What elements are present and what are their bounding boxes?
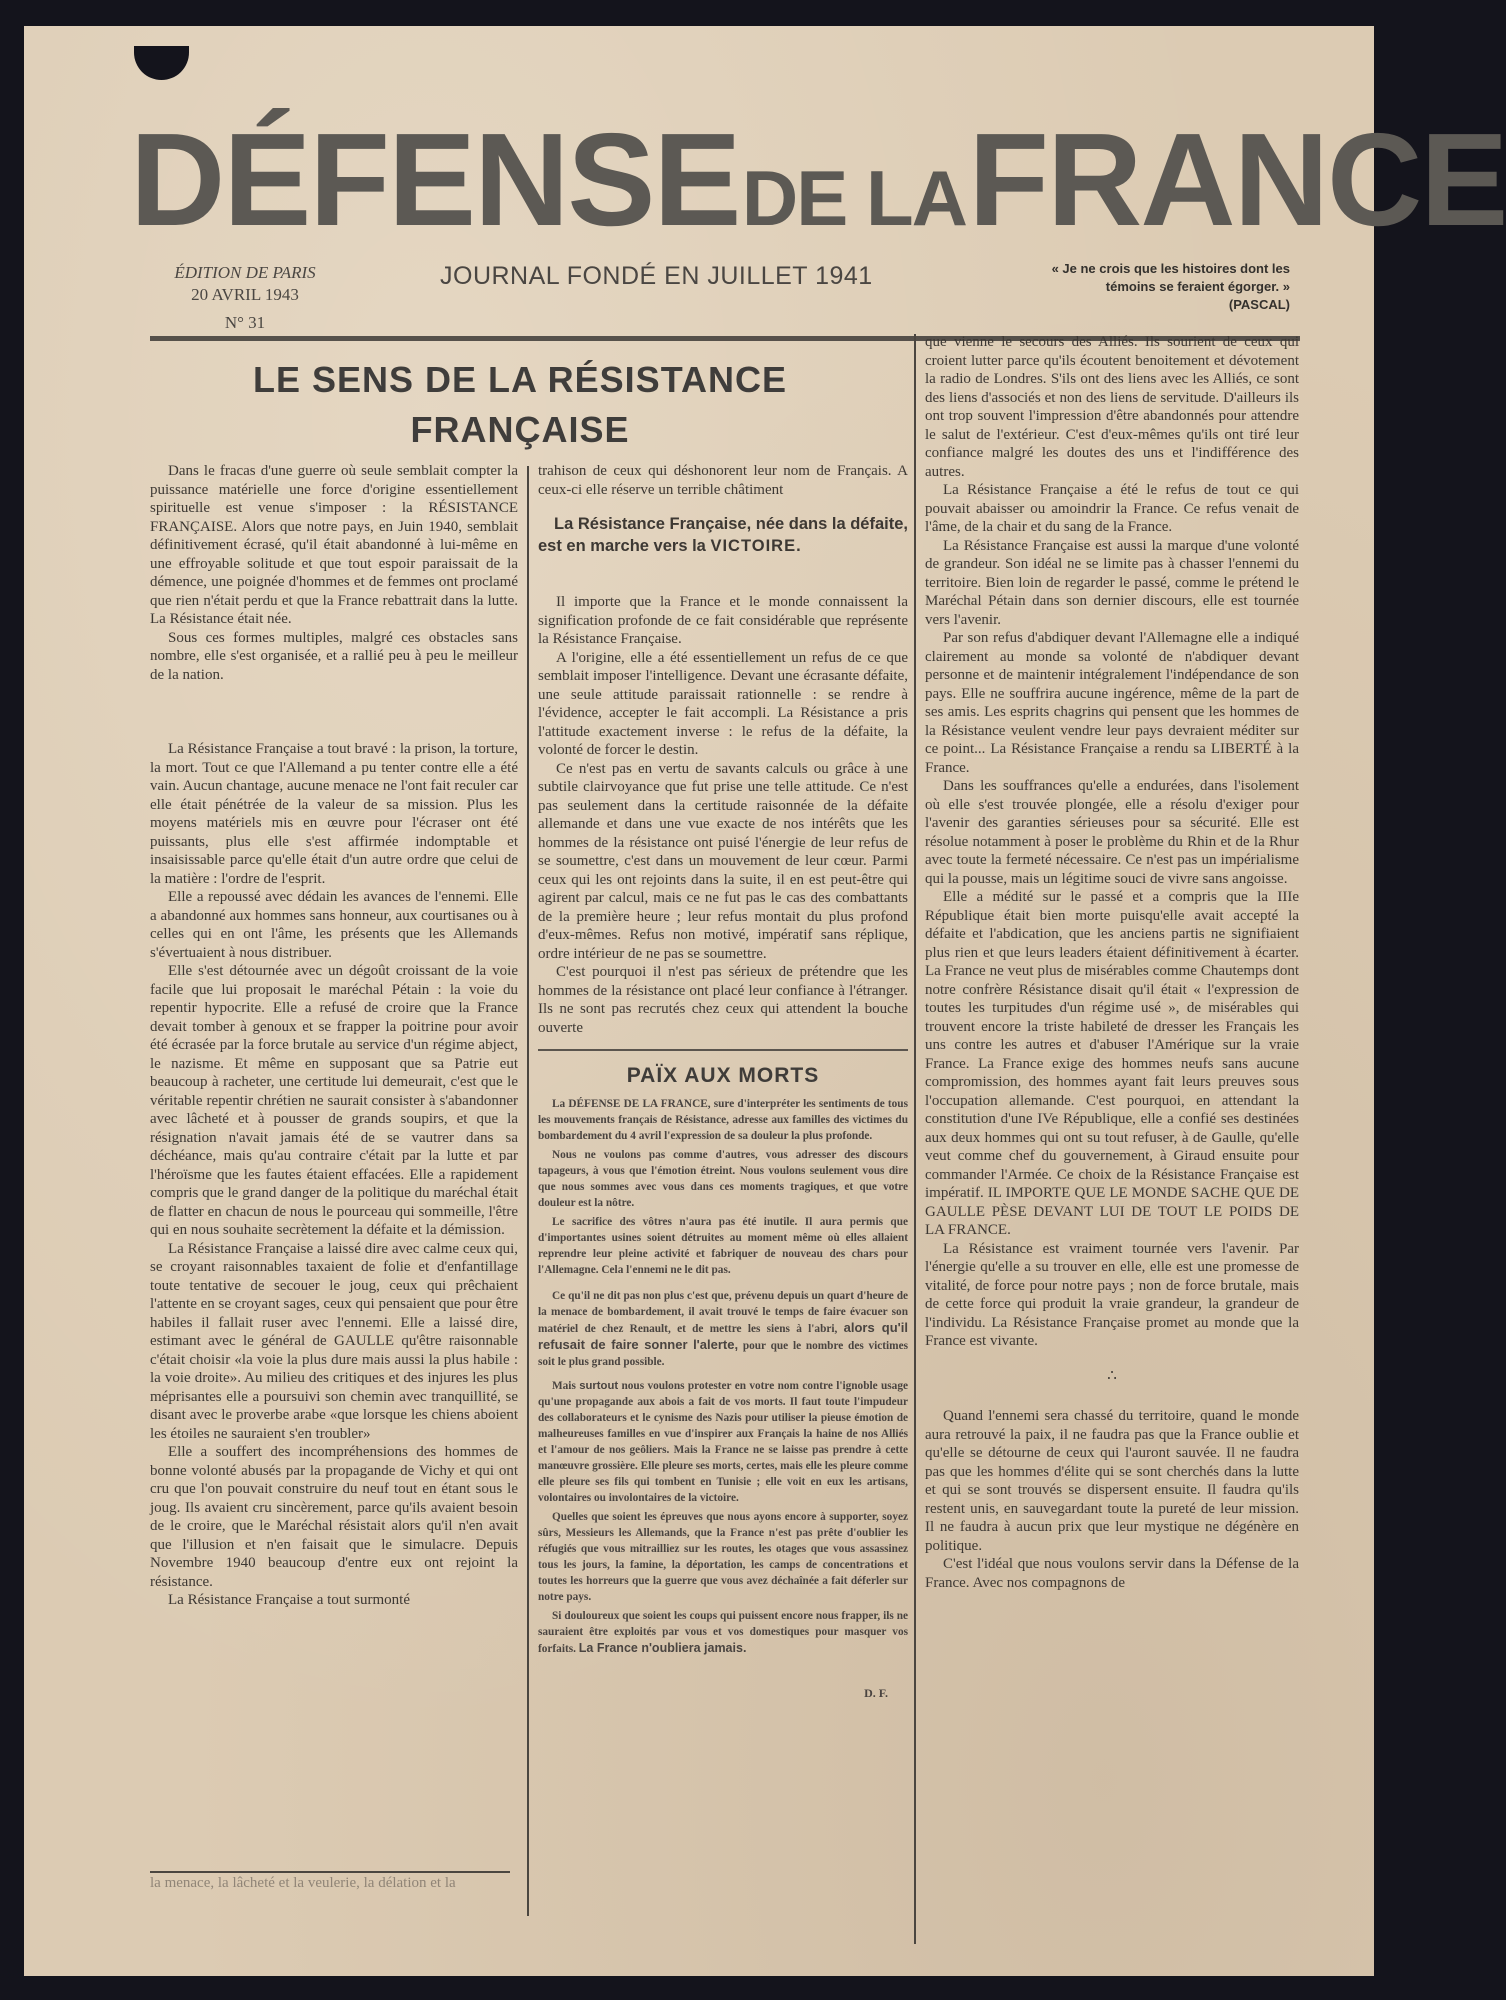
paragraph: La DÉFENSE DE LA FRANCE, sure d'interpréter les sentiments de tous les mouvements français de Résistance, adresse aux familles des victimes du bombardement du 4 avril l'expression de sa douleur la plus profonde.	[538, 1097, 908, 1142]
headline-line-2: FRANÇAISE	[410, 409, 630, 450]
edition-date: 20 AVRIL 1943	[191, 285, 299, 304]
column-divider-2	[914, 334, 916, 1944]
article-column-2	[538, 462, 908, 1701]
paragraph: Ce n'est pas en vertu de savants calculs ou grâce à une subtile clairvoyance que fut prise une telle attitude. Ce n'est pas seulement dans la certitude raisonnée de la défaite allemande et dans une vue exacte de nos intérêts que les hommes de la résistance ont puisé l'énergie de leur refus de se soumettre, c'est dans un mouvement de leur cœur. Parmi ceux qui les ont rejoints dans la suite, il en est peut-être qui agirent par calcul, mais ce ne fut pas le cas des combattants de la première heure ; leur refus montait du plus profond d'eux-mêmes. Refus non motivé, impératif sans réplique, ordre intérieur de ne pas se soumettre.	[538, 760, 908, 962]
column-1-bottom-rule	[150, 1871, 510, 1873]
masthead-france: FRANCE	[968, 106, 1506, 253]
issue-number: N° 31	[224, 313, 266, 332]
torn-corner	[134, 46, 189, 80]
paragraph: trahison de ceux qui déshonorent leur nom de Français. A ceux-ci elle réserve un terrible châtiment	[538, 463, 908, 498]
paragraph: Sous ces formes multiples, malgré ces obstacles sans nombre, elle s'est organisée, et a rallié peu à peu le meilleur de la nation.	[150, 629, 518, 683]
paragraph: Quelles que soient les épreuves que nous ayons encore à supporter, soyez sûrs, Messieurs les Allemands, que la France n'est pas prête d'oublier les réfugiés que vous mitrailliez sur les routes, les otages que vous assassinez tous les jours, la famine, la déportation, les camps de concentrations et toutes les horreurs que la guerre que vous avez déchaînée a fait déferler sur notre pays.	[538, 1510, 908, 1603]
paragraph: Par son refus d'abdiquer devant l'Allemagne elle a indiqué clairement au monde sa volonté de n'abdiquer devant personne et de maintenir intégralement l'indépendance de son pays. Elle ne souffrira aucune ingérence, même de la part de ses amis. Les esprits chagrins qui pensent que les hommes de la Résistance veulent vendre leur pays devraient méditer sur ce point... La Résistance Française a rendu sa LIBERTÉ à la France.	[925, 630, 1299, 776]
paragraph: que vienne le secours des Alliés. Ils sourient de ceux qui croient lutter parce qu'ils écoutent benoitement et dévotement la radio de Londres. S'ils ont des liens avec les Alliés, ce sont des liens d'associés et non des liens de servitude. D'ailleurs ils ont trop souvent l'impression d'être abandonnés pour attendre le salut de l'extérieur. C'est d'eux-mêmes qu'ils ont tiré leur confiance malgré les doutes des uns et l'indifférence des autres.	[925, 334, 1299, 480]
article-column-3	[925, 333, 1299, 1592]
edition-label: ÉDITION DE PARIS	[174, 263, 316, 282]
epigraph	[1005, 260, 1290, 314]
paix-aux-morts-headline: PAÏX AUX MORTS	[626, 1064, 820, 1087]
paragraph: Elle a médité sur le passé et a compris que la IIIe République était bien morte puisqu'elle avait accepté la défaite et l'abdication, que les anciens partis ne signifiaient plus rien et que leurs leaders étaient définitivement à écarter. La France ne veut plus de misérables comme Chautemps dont notre confrère Résistance disait qu'il était « l'expression de toutes les turpitudes d'un régime usé », de misérables qui trouvent encore la triste habileté de dresser les Français les uns contre les autres et d'abuser l'Amérique sur la vraie France. La France exige des hommes neufs sans aucune compromission, des hommes ayant fait leurs preuves sous l'occupation allemande. C'est pourquoi, en attendant la constitution d'une IVe République, elle a confié ses destinées aux deux hommes qui ont su tout refuser, à de Gaulle, qu'elle veut comme chef du gouvernement, à Giraud ensuite pour commander l'Armée. Ce choix de la Résistance Française est impératif. IL IMPORTE QUE LE MONDE SACHE QUE DE GAULLE PÈSE DEVANT LUI DE TOUT LE POIDS DE LA FRANCE.	[925, 889, 1299, 1238]
paragraph: C'est pourquoi il n'est pas sérieux de prétendre que les hommes de la résistance ont placé leur confiance à l'étranger. Ils ne sont pas recrutés chez ceux qui attendent la bouche ouverte	[538, 964, 908, 1036]
edition-info	[145, 262, 345, 334]
masthead-de-la: DE LA	[741, 154, 966, 242]
asterism-separator: ∴	[1107, 1367, 1117, 1384]
paragraph: La Résistance Française a laissé dire avec calme ceux qui, se croyant raisonnables taxaient de folie et d'enfantillage toute tentative de secouer le joug, ceux qui prêchaient l'attente en se croyant sages, ceux qui pensaient que pour être habiles il fallait ruser avec l'ennemi. Elle a laissé dire, estimant avec le général de GAULLE qu'être raisonnable c'était choisir «la voie la plus dure mais aussi la plus habile : la voie droite». Au milieu des critiques et des injures les plus méprisantes elle a poursuivi son chemin avec tranquillité, se disant avec le proverbe arabe «que lorsque les chiens aboient les étoiles ne sauraient s'en troubler»	[150, 1240, 518, 1442]
headline-line-1: LE SENS DE LA RÉSISTANCE	[252, 359, 788, 400]
paix-aux-morts-body	[538, 1096, 908, 1701]
masthead-defense: DÉFENSE	[130, 106, 740, 253]
text: nous voulons protester en votre nom contre l'ignoble usage qu'une propagande aux abois a fait de vos morts. Il faut toute l'impudeur des collaborateurs et le cynisme des Nazis pour utiliser la pieuse émotion de malheureuses familles en vue d'inspirer aux Français la haine de nos Alliés et l'amour de nos geôliers. Mais la France ne se laisse pas prendre à cette manœuvre grossière. Elle pleure ses morts, certes, mais elle les pleure comme elle pleure ses fils qui tombent en Tunisie ; elle voit en eux les artisans, volontaires ou involontaires de la victoire.	[538, 1379, 908, 1504]
callout-text: La Résistance Française, née dans la défaite, est en marche vers la	[538, 515, 908, 555]
epigraph-author: (PASCAL)	[1228, 297, 1290, 312]
paragraph: Elle s'est détournée avec un dégoût croissant de la voie facile que lui proposait le maréchal Pétain : la voie du repentir hypocrite. Elle a refusé de croire que la France devait tomber à genoux et se frapper la poitrine pour avoir été écrasée par la force brutale au service d'un régime abject, le nazisme. Et même en supposant que sa Patrie eut beaucoup à racheter, une certitude lui demeurait, c'est que le véritable repentir chrétien ne saurait consister à s'abandonner avec lâcheté et à pousser de grands soupirs, et que la résignation n'avait jamais été de se vautrer dans sa déchéance, mais qu'au contraire c'était par la lutte et par l'héroïsme que les fautes étaient effacées. Elle a rapidement compris que le grand danger de la politique du maréchal était de flatter en chacun de nous le pourceau qui sommeille, l'être qui en nous souhaite secrètement la défaite et la démission.	[150, 963, 518, 1238]
paragraph: Dans le fracas d'une guerre où seule semblait compter la puissance matérielle une force d'origine essentiellement spirituelle est venue s'imposer : la RÉSISTANCE FRANÇAISE. Alors que notre pays, en Juin 1940, semblait définitivement écrasé, qu'il était abandonné à lui-même en une effroyable solitude et que tout espoir paraissait de la démence, une poignée d'hommes et de femmes ont proclamé que rien n'était perdu et que la France rebattrait dans la lutte. La Résistance était née.	[150, 463, 518, 627]
paragraph: La Résistance Française a été le refus de tout ce qui pouvait abaisser ou amoindrir la France. Ce refus venait de l'âme, de la chair et du sang de la France.	[925, 482, 1299, 535]
callout-emphasis: VICTOIRE.	[710, 537, 802, 555]
main-headline	[150, 355, 890, 455]
masthead-title	[130, 106, 1506, 253]
paragraph: La Résistance Française a tout surmonté	[168, 1592, 411, 1608]
founded-tagline: JOURNAL FONDÉ EN JUILLET 1941	[440, 262, 873, 290]
paragraph: La Résistance Française a tout bravé : la prison, la torture, la mort. Tout ce que l'Allemand a pu tenter contre elle a été vain. Aucun chantage, aucune menace ne l'ont fait reculer car elle était pénétrée de la valeur de sa mission. Plus les moyens matériels mis en œuvre pour l'écraser ont été puissants, plus elle s'est affirmée indomptable et insaisissable parce qu'elle était d'un autre ordre que celui de la matière : l'ordre de l'esprit.	[150, 741, 518, 887]
emphasis: La France n'oubliera jamais.	[578, 1640, 747, 1655]
paragraph: Elle a souffert des incompréhensions des hommes de bonne volonté abusés par la propagande de Vichy et qui ont cru que l'on pouvait construire du neuf tout en étant sous le joug. Ils avaient cru sincèrement, parce qu'ils avaient besoin de le croire, que le Maréchal résistait alors qu'il n'en avait que l'illusion et n'en faisait que le simulacre. Depuis Novembre 1940 beaucoup d'entre eux ont rejoint la résistance.	[150, 1444, 518, 1590]
article-column-1	[150, 462, 518, 1610]
paragraph: La Résistance est vraiment tournée vers l'avenir. Par l'énergie qu'elle a su trouver en elle, elle est une promesse de vitalité, de force pour notre pays ; non de force brutale, mais de cette force qui produit la vraie grandeur, la grandeur de l'individu. La Résistance Française promet au monde que la France est vivante.	[925, 1240, 1299, 1349]
paragraph: La Résistance Française est aussi la marque d'une volonté de grandeur. Son idéal ne se limite pas à chasser l'ennemi du territoire. Bien loin de regarder le passé, comme le prétend le Maréchal Pétain dans son dernier discours, elle est tournée vers l'avenir.	[925, 537, 1299, 628]
text: pour que le nombre des victimes soit le plus grand possible.	[538, 1339, 909, 1368]
paragraph: Quand l'ennemi sera chassé du territoire, quand le monde aura retrouvé la paix, il ne faudra pas que la France oublie et qu'elle se détourne de ceux qui l'auront sauvée. Il ne faudra pas que les hommes d'élite qui se sont cherchés dans la lutte et qui se sont trouvés se dispersent ensuite. Il faudra qu'ils restent unis, en sauvegardant toute la pureté de leur mission. Il ne faudra à aucun prix que leur mystique ne dégénère en politique.	[925, 1408, 1299, 1554]
paragraph: A l'origine, elle a été essentiellement un refus de ce que semblait imposer l'intelligence. Devant une écrasante défaite, une seule attitude paraissait rationnelle : se rendre à l'évidence, accepter le fait accompli. La Résistance a pris l'attitude exactement inverse : le refus de la défaite, la volonté de forcer le destin.	[538, 649, 908, 758]
paragraph: Dans les souffrances qu'elle a endurées, dans l'isolement où elle s'est trouvée plongée, elle a résolu d'exiger pour l'avenir des garanties sérieuses pour sa sécurité. Elle est résolue notamment à poser le problème du Rhin et de la Rhur avec toute la fermeté nécessaire. Ce n'est pas un impérialisme qui la pousse, mais un légitime souci de vivre sans angoisse.	[925, 778, 1299, 887]
signature: D. F.	[864, 1685, 888, 1700]
callout-victoire	[538, 513, 908, 557]
paragraph: Nous ne voulons pas comme d'autres, vous adresser des discours tapageurs, à vous que l'émotion étreint. Nous voulons seulement vous dire que nous sommes avec vous dans ces moments tragiques, et que votre douleur est la nôtre.	[538, 1148, 908, 1209]
paragraph	[538, 1608, 908, 1657]
epigraph-text: « Je ne crois que les histoires dont les témoins se feraient égorger. »	[1051, 261, 1290, 294]
text: Si douloureux que soient les coups qui puissent encore nous frapper, ils ne sauraient être exploités par vous et vos domestiques pour masquer vos forfaits.	[538, 1609, 908, 1655]
emphasis: surtout	[579, 1379, 619, 1392]
section-divider	[538, 1049, 908, 1051]
paragraph: Elle a repoussé avec dédain les avances de l'ennemi. Elle a abandonné aux hommes sans honneur, aux courtisanes ou à celles qui en ont l'âme, les présents que les Allemands s'évertuaient à nous distribuer.	[150, 889, 518, 961]
emphasis: alors qu'il refusait de faire sonner l'alerte,	[538, 1319, 908, 1352]
paragraph	[538, 1288, 908, 1370]
column-divider-1	[527, 466, 529, 1916]
text: Mais	[552, 1379, 576, 1392]
paragraph: Il importe que la France et le monde connaissent la signification profonde de ce fait considérable que représente la Résistance Française.	[538, 594, 908, 647]
paragraph: C'est l'idéal que nous voulons servir dans la Défense de la France. Avec nos compagnons de	[925, 1556, 1299, 1591]
continued-line: la menace, la lâcheté et la veulerie, la délation et la	[150, 1875, 456, 1891]
text: Ce qu'il ne dit pas non plus c'est que, prévenu depuis un quart d'heure de la menace de bombardement, il avait trouvé le temps de faire évacuer son matériel de chez Renault, et de mettre les siens à l'abri,	[538, 1289, 908, 1335]
paragraph: Le sacrifice des vôtres n'aura pas été inutile. Il aura permis que d'importantes usines soient détruites au moment même où elles allaient reprendre leur pleine activité et fabriquer de nouveau des chars pour l'Allemagne. Cela l'ennemi ne le dit pas.	[538, 1215, 908, 1276]
paragraph	[538, 1378, 908, 1506]
